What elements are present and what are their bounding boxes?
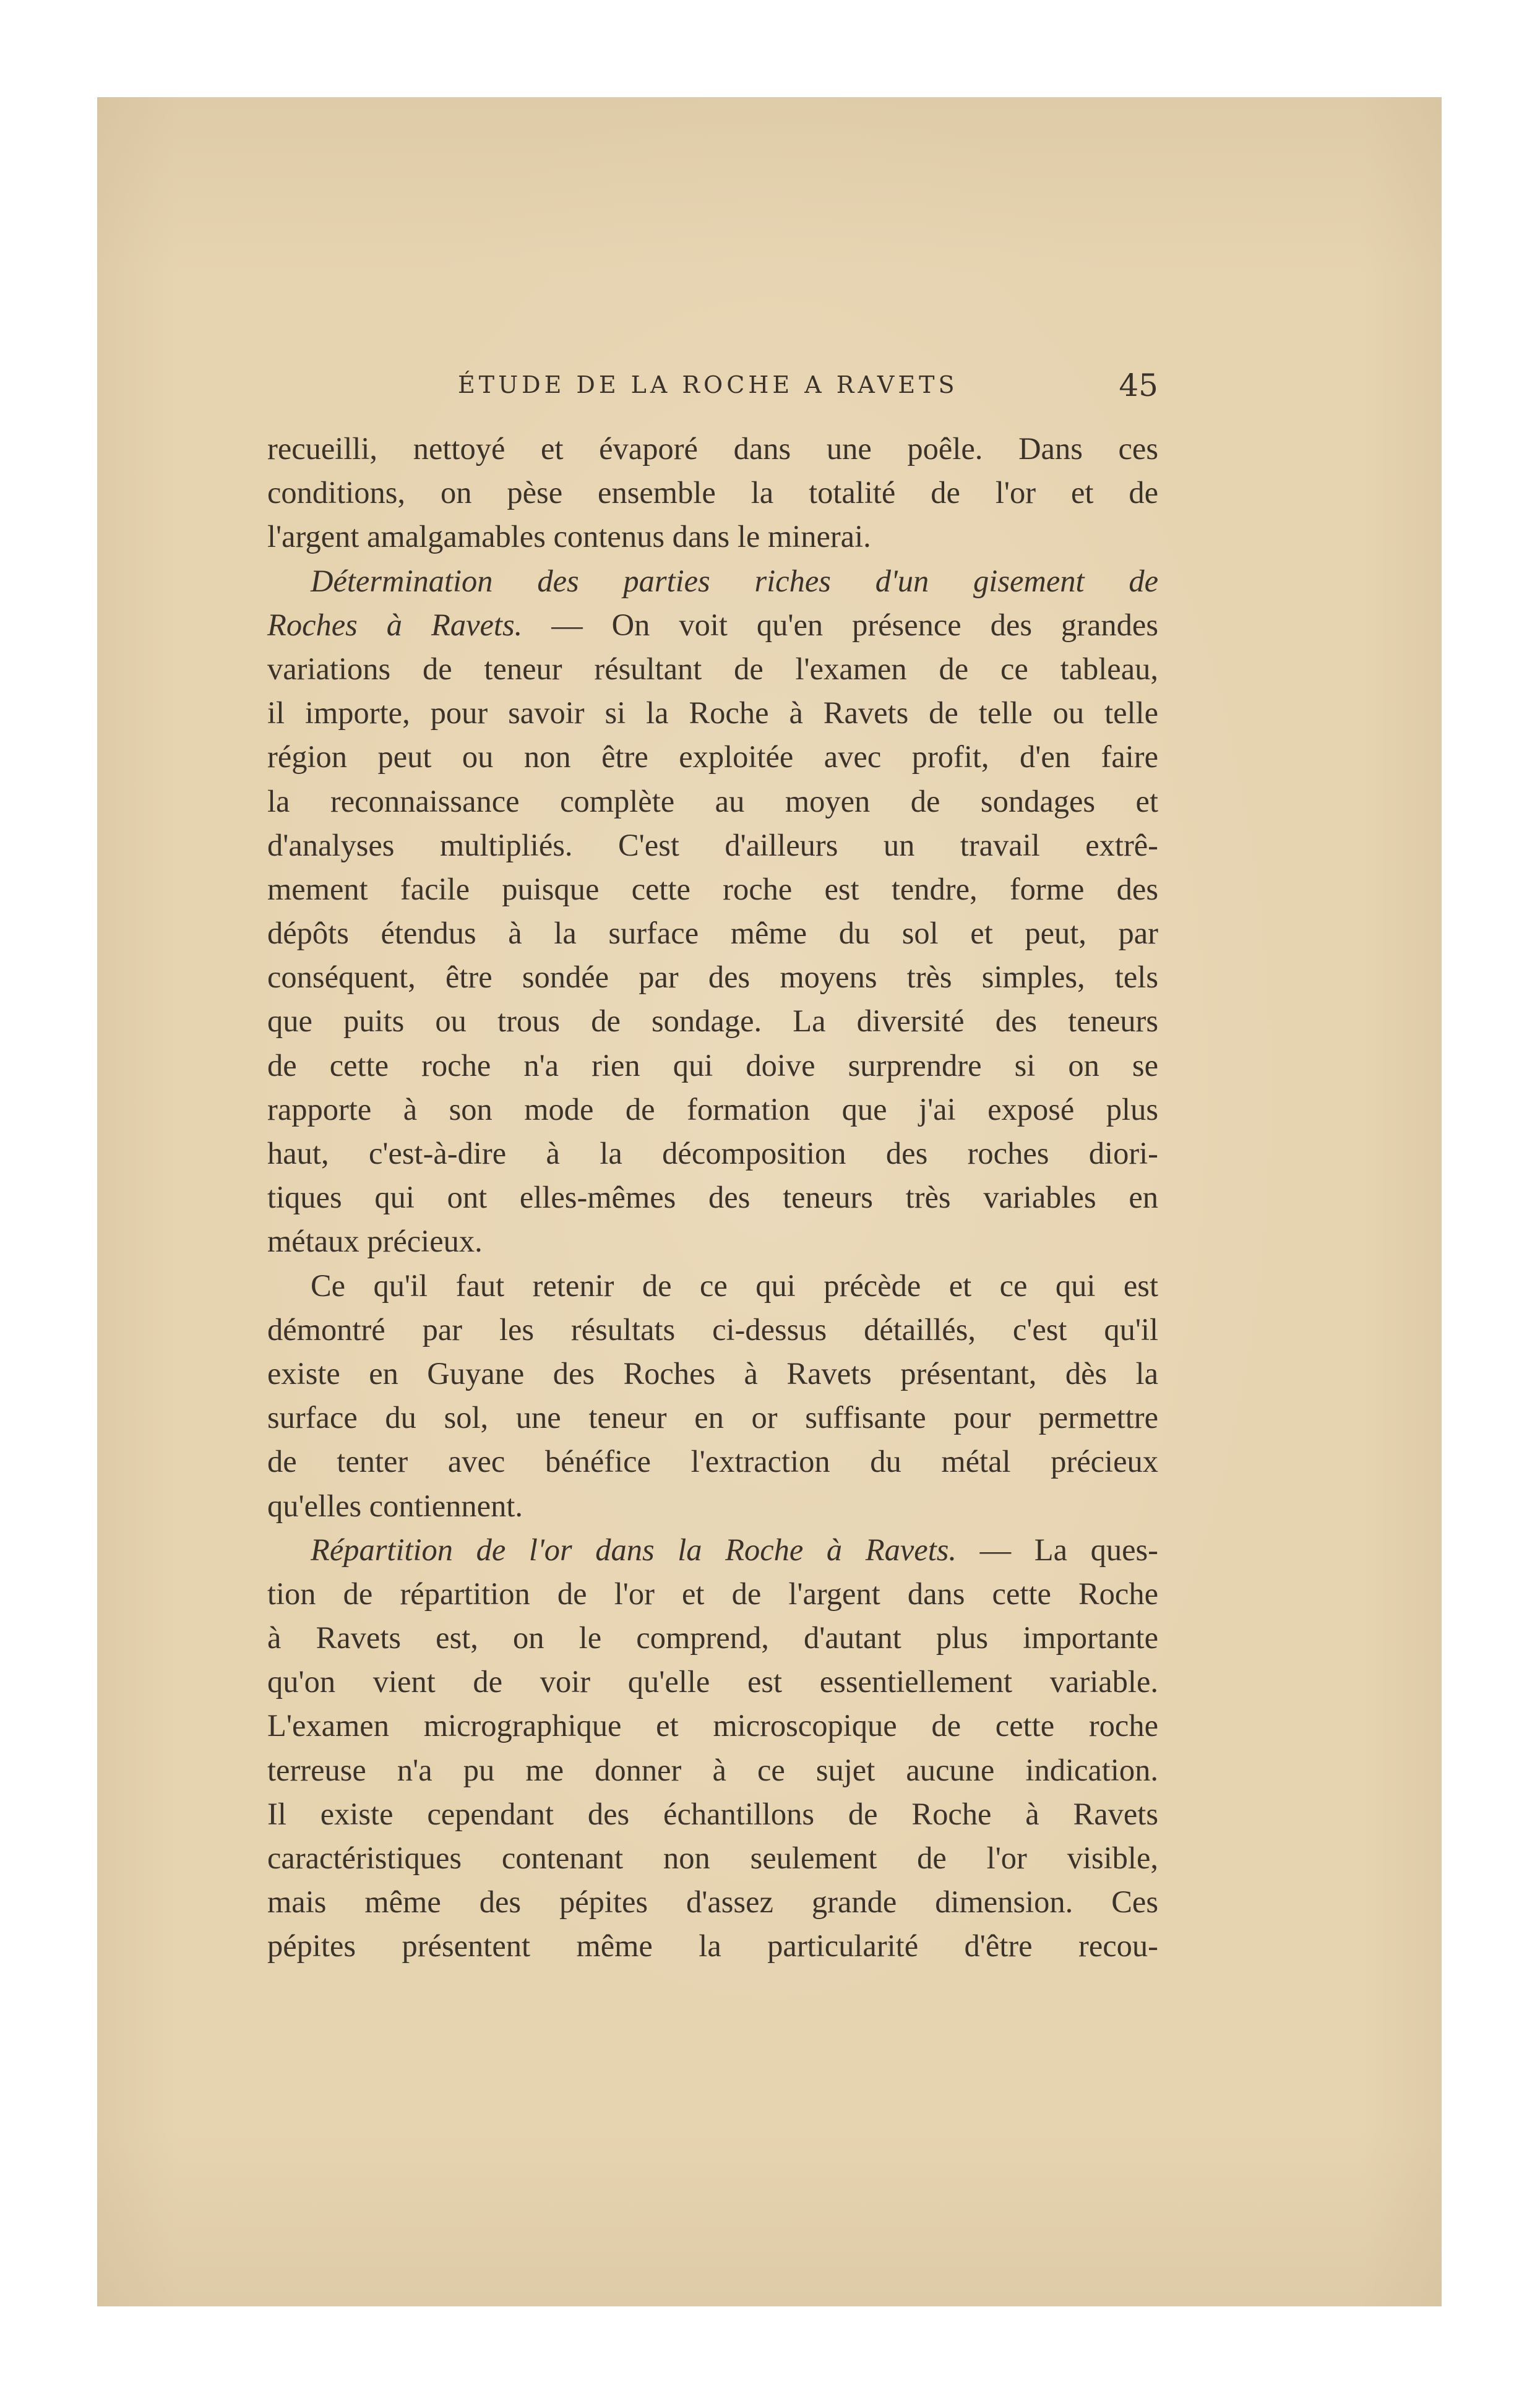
section-heading: Répartition de l'or dans la Roche à Ravets. [311, 1532, 957, 1567]
text-line: mais même des pépites d'assez grande dimension. Ces [267, 1884, 1158, 1920]
text-line: de cette roche n'a rien qui doive surprendre si on se [267, 1047, 1158, 1083]
text-line: tiques qui ont elles-mêmes des teneurs très variables en [267, 1180, 1158, 1215]
text-line: pépites présentent même la particularité d'être recou- [267, 1928, 1158, 1964]
section-heading: Détermination des parties riches d'un gisement de [311, 563, 1158, 598]
text-line: que puits ou trous de sondage. La diversité des teneurs [267, 1003, 1158, 1039]
text-line: il importe, pour savoir si la Roche à Ravets de telle ou telle [267, 695, 1158, 731]
text-line: la reconnaissance complète au moyen de sondages et [267, 783, 1158, 818]
text-line: Ce qu'il faut retenir de ce qui précède et ce qui est [311, 1268, 1158, 1303]
text-fragment: — On voit qu'en présence des grandes [522, 607, 1158, 642]
text-line: conditions, on pèse ensemble la totalité de l'or et de [267, 475, 1158, 510]
text-line: variations de teneur résultant de l'examen de ce tableau, [267, 651, 1158, 686]
text-line: rapporte à son mode de formation que j'ai exposé plus [267, 1091, 1158, 1127]
section-heading: Roches à Ravets. [267, 607, 523, 642]
text-line: L'examen micrographique et microscopique de cette roche [267, 1708, 1158, 1743]
text-line: mement facile puisque cette roche est tendre, forme des [267, 871, 1158, 906]
text-line: à Ravets est, on le comprend, d'autant plus importante [267, 1620, 1158, 1656]
text-line: surface du sol, une teneur en or suffisante pour permettre [267, 1400, 1158, 1435]
text-line: dépôts étendus à la surface même du sol et peut, par [267, 916, 1158, 951]
text-line: haut, c'est-à-dire à la décomposition des roches diori- [267, 1136, 1158, 1171]
text-line: recueilli, nettoyé et évaporé dans une poêle. Dans ces [267, 431, 1158, 466]
running-header [458, 367, 1158, 408]
text-line: métaux précieux. [267, 1224, 483, 1259]
text-line: qu'elles contiennent. [267, 1488, 523, 1523]
text-line: Il existe cependant des échantillons de Roche à Ravets [267, 1796, 1158, 1831]
text-line [267, 1528, 1158, 1572]
text-line [267, 603, 1158, 647]
section-heading-line [267, 559, 1158, 603]
text-line: tion de répartition de l'or et de l'argent dans cette Roche [267, 1576, 1158, 1611]
text-line: terreuse n'a pu me donner à ce sujet aucune indication. [267, 1752, 1158, 1787]
text-line: région peut ou non être exploitée avec profit, d'en faire [267, 739, 1158, 775]
text-line: démontré par les résultats ci-dessus détaillés, c'est qu'il [267, 1312, 1158, 1347]
text-line: l'argent amalgamables contenus dans le minerai. [267, 519, 871, 554]
page-number: 45 [1119, 367, 1158, 403]
text-line: de tenter avec bénéfice l'extraction du métal précieux [267, 1444, 1158, 1479]
text-line: conséquent, être sondée par des moyens très simples, tels [267, 960, 1158, 995]
running-title: ÉTUDE DE LA ROCHE A RAVETS [458, 371, 958, 398]
text-line: qu'on vient de voir qu'elle est essentiellement variable. [267, 1664, 1158, 1699]
text-line: d'analyses multipliés. C'est d'ailleurs un travail extrê- [267, 827, 1158, 862]
body-text [267, 427, 1158, 1969]
text-fragment: — La ques- [957, 1532, 1158, 1567]
text-line: caractéristiques contenant non seulement de l'or visible, [267, 1841, 1158, 1875]
text-line: existe en Guyane des Roches à Ravets présentant, dès la [267, 1356, 1158, 1391]
